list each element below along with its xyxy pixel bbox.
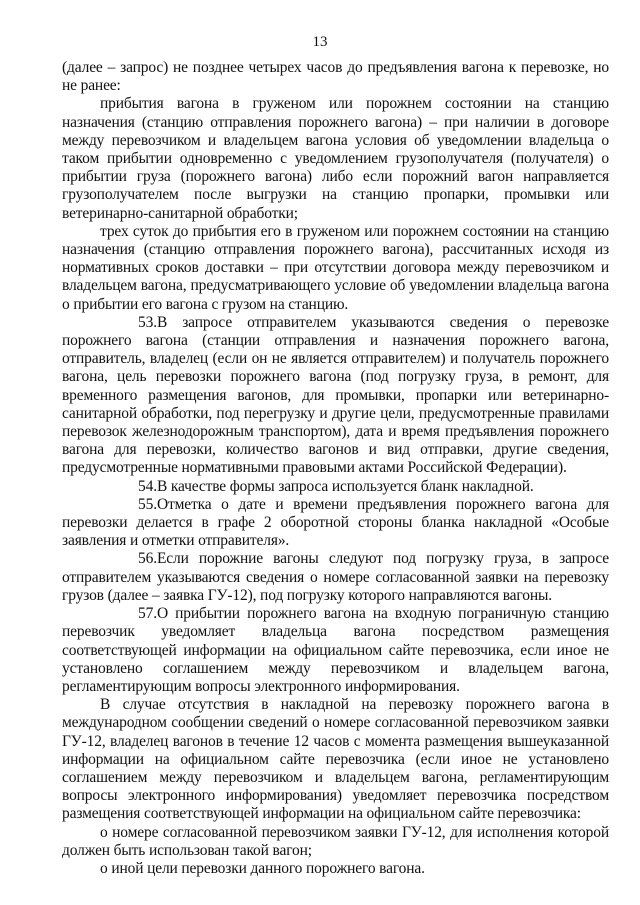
paragraph-56: [62, 550, 609, 605]
paragraph-text: В качестве формы запроса используется бланк накладной.: [156, 477, 534, 495]
paragraph-text: о иной цели перевозки данного порожнего вагона.: [100, 859, 425, 877]
page-number: 13: [312, 34, 328, 50]
paragraph-text: (далее – запрос) не позднее четырех часов до предъявления вагона к перевозке, но не ранее:: [62, 59, 609, 95]
paragraph-condition-arrival: [62, 95, 609, 222]
paragraph-55: [62, 496, 609, 551]
paragraph-text: В запросе отправителем указываются сведения о перевозке порожнего вагона (станции отправления и назначения порожнего вагона, отправитель, владелец (если он не является отправителем) и получатель порожнего вагона, цель перевозки порожнего вагона (под погрузку груза, в ремонт, для временного размещения вагонов, для промывки, пропарки или ветеринарно-санитарной обработки, под перегрузку и другие цели, предусмотренные правилами перевозок железнодорожным транспортом), дата и время предъявления порожнего вагона для перевозки, количество вагонов и вид отправки, другие сведения, предусмотренные нормативными правовыми актами Российской Федерации).: [62, 313, 609, 477]
paragraph-number: 55.: [138, 495, 157, 513]
paragraph-text: В случае отсутствия в накладной на перевозку порожнего вагона в международном сообщении сведений о номере согласованной перевозчиком заявки ГУ-12, владелец вагонов в течение 12 часов с момента размещения вышеуказанной информации на официальном сайте перевозчика (если иное не установлено соглашением между перевозчиком и владельцем вагона, регламентирующим вопросы электронного информирования) уведомляет перевозчика посредством размещения соответствующей информации на официальном сайте перевозчика:: [62, 696, 609, 823]
paragraph-text: Если порожние вагоны следуют под погрузку груза, в запросе отправителем указываются сведения о номере согласованной заявки на перевозку грузов (далее – заявка ГУ-12), под погрузку которого направляются вагоны.: [62, 550, 609, 604]
document-body: [62, 59, 609, 878]
paragraph-text: трех суток до прибытия его в груженом или порожнем состоянии на станцию назначения (станцию отправления порожнего вагона), рассчитанных исходя из нормативных сроков доставки – при отсутствии договора между перевозчиком и владельцем вагона, предусматривающего условие об уведомлении владельца вагона о прибытии его вагона с грузом на станцию.: [62, 222, 609, 313]
paragraph-text: о номере согласованной перевозчиком заявки ГУ-12, для исполнения которой должен быть использован такой вагон;: [62, 823, 609, 859]
paragraph-condition-three-days: [62, 223, 609, 314]
paragraph-53: [62, 314, 609, 478]
paragraph-option-other: [62, 860, 609, 878]
paragraph-missing-info: [62, 696, 609, 823]
paragraph-text: О прибытии порожнего вагона на входную пограничную станцию перевозчик уведомляет владельца вагона посредством размещения соответствующей информации на официальном сайте перевозчика, если иное не установлено соглашением между перевозчиком и владельцем вагона, регламентирующим вопросы электронного информирования.: [62, 605, 609, 695]
paragraph-continuation: [62, 59, 609, 95]
paragraph-option-number: [62, 824, 609, 860]
paragraph-number: 56.: [138, 550, 157, 568]
paragraph-text: Отметка о дате и времени предъявления порожнего вагона для перевозки делается в графе 2 оборотной стороны бланка накладной «Особые заявления и отметки отправителя».: [62, 495, 609, 550]
paragraph-number: 53.: [138, 313, 157, 331]
paragraph-number: 54.: [138, 477, 157, 495]
paragraph-number: 57.: [138, 605, 157, 623]
paragraph-57: [62, 605, 609, 696]
paragraph-54: [62, 478, 609, 496]
paragraph-text: прибытия вагона в груженом или порожнем состоянии на станцию назначения (станцию отправления порожнего вагона) – при наличии в договоре между перевозчиком и владельцем вагона условия об уведомлении владельца о таком прибытии одновременно с уведомлением грузополучателя (получателя) о прибытии груза (порожнего вагона) либо если порожний вагон направляется грузополучателем после выгрузки на станцию пропарки, промывки или ветеринарно-санитарной обработки;: [62, 95, 609, 222]
